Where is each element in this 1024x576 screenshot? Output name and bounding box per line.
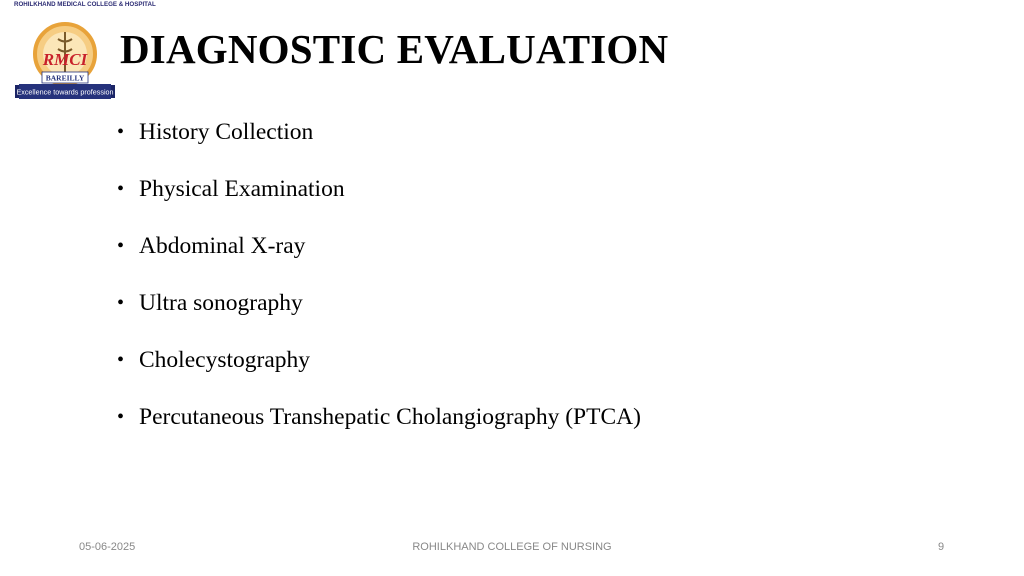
list-item-text: Ultra sonography [139,290,303,316]
list-item [117,389,641,446]
list-item [117,161,641,218]
bullet-dot-icon: • [117,406,125,428]
list-item [117,332,641,389]
list-item-text: Cholecystography [139,347,310,373]
bullet-dot-icon: • [117,178,125,200]
bullet-dot-icon: • [117,121,125,143]
bullet-list [117,104,641,446]
list-item [117,218,641,275]
list-item-text: Physical Examination [139,176,345,202]
logo-tagline: Excellence towards profession [16,87,114,97]
footer-institution: ROHILKHAND COLLEGE OF NURSING [412,541,612,553]
list-item-text: Percutaneous Transhepatic Cholangiography (PTCA) [139,404,641,430]
bullet-dot-icon: • [117,349,125,371]
list-item [117,275,641,332]
logo-city: BAREILLY [45,73,85,83]
list-item [117,104,641,161]
logo-wordmark: RMCI [42,50,88,69]
slide-number: 9 [938,541,945,553]
footer-date: 05-06-2025 [79,541,136,553]
slide-title: DIAGNOSTIC EVALUATION [120,26,669,72]
bullet-dot-icon: • [117,292,125,314]
list-item-text: History Collection [139,119,314,145]
list-item-text: Abdominal X-ray [139,233,306,259]
bullet-dot-icon: • [117,235,125,257]
college-logo [14,1,156,104]
logo-arc-text: ROHILKHAND MEDICAL COLLEGE & HOSPITAL [14,1,156,8]
